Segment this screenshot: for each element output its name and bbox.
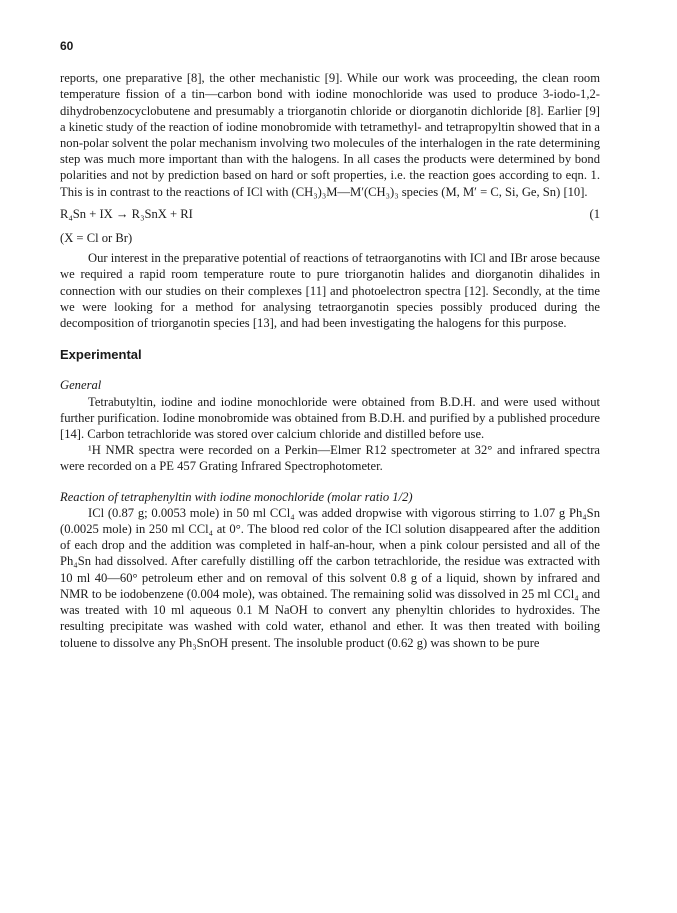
equation-where: (X = Cl or Br) bbox=[60, 231, 133, 246]
document-page bbox=[60, 38, 600, 651]
general-paragraph-1: Tetrabutyltin, iodine and iodine monochloride were obtained from B.D.H. and were used without further purification. Iodine monobromide was obtained from B.D.H. and purified by a published procedure [14]. Carbon tetrachloride was stored over calcium chloride and distilled before use. bbox=[60, 394, 600, 442]
reaction-paragraph: ICl (0.87 g; 0.0053 mole) in 50 ml CCl₄ was added dropwise with vigorous stirring to 1.07 g Ph₄Sn (0.0025 mole) in 250 ml CCl₄ at 0°. The blood red color of the ICl solution disappeared after the addition of each drop and the addition was completed in half-an-hour, when a pink colour persisted and all of the Ph₄Sn had dissolved. After carefully distilling off the carbon tetrachloride, the residue was extracted with 10 ml 40—60° petroleum ether and on removal of this solvent 0.8 g of a liquid, shown by infrared and NMR to be iodobenzene (0.004 mole), was obtained. The remaining solid was dissolved in 25 ml CCl₄ and was treated with 10 ml aqueous 0.1 M NaOH to convert any phenyltin chlorides to hydroxides. The resulting precipitate was washed with cold water, ethanol and ether. It was then treated with boiling toluene to dissolve any Ph₃SnOH present. The insoluble product (0.62 g) was shown to be pure bbox=[60, 505, 600, 650]
equation-number: (1 bbox=[589, 206, 600, 221]
reaction-heading: Reaction of tetraphenyltin with iodine monochloride (molar ratio 1/2) bbox=[60, 489, 413, 504]
general-heading: General bbox=[60, 378, 102, 393]
page-number: 60 bbox=[60, 39, 74, 53]
equation-text: R₄Sn + IX → R₃SnX + RI bbox=[60, 206, 193, 221]
equation-1 bbox=[60, 206, 600, 222]
general-paragraph-2: ¹H NMR spectra were recorded on a Perkin—Elmer R12 spectrometer at 32° and infrared spectra were recorded on a PE 457 Grating Infrared Spectrophotometer. bbox=[60, 443, 600, 474]
interest-paragraph: Our interest in the preparative potential of reactions of tetraorganotins with ICl and IBr arose because we required a rapid room temperature route to pure triorganotin halides and diorganotin dihalides in connection with our studies on their complexes [11] and photoelectron spectra [12]. Secondly, at the time we were looking for a method for analysing tetraorganotin species possibly produced during the decomposition of triorganotin species [13], and had been investigating the halogens for this purpose. bbox=[60, 251, 600, 331]
experimental-heading: Experimental bbox=[60, 347, 142, 363]
intro-paragraph: reports, one preparative [8], the other mechanistic [9]. While our work was proceeding, the clean room temperature fission of a tin—carbon bond with iodine monochloride was used to produce 3-iodo-1,2-dihydrobenzocyclobutene and presumably a triorganotin chloride or diorganotin dichloride [8]. Earlier [9] a kinetic study of the reaction of iodine monobromide with tetramethyl- and tetrapropyltin showed that in a non-polar solvent the polar mechanism involving two molecules of the interhalogen in the rate determining step was much more important than with the halogens. In all cases the products were determined by bond polarities and not by prediction based on hard or soft properties, i.e. the reaction goes according to eqn. 1. This is in contrast to the reactions of ICl with (CH₃)₃M—M′(CH₃)₃ species (M, M′ = C, Si, Ge, Sn) [10]. bbox=[60, 71, 600, 199]
